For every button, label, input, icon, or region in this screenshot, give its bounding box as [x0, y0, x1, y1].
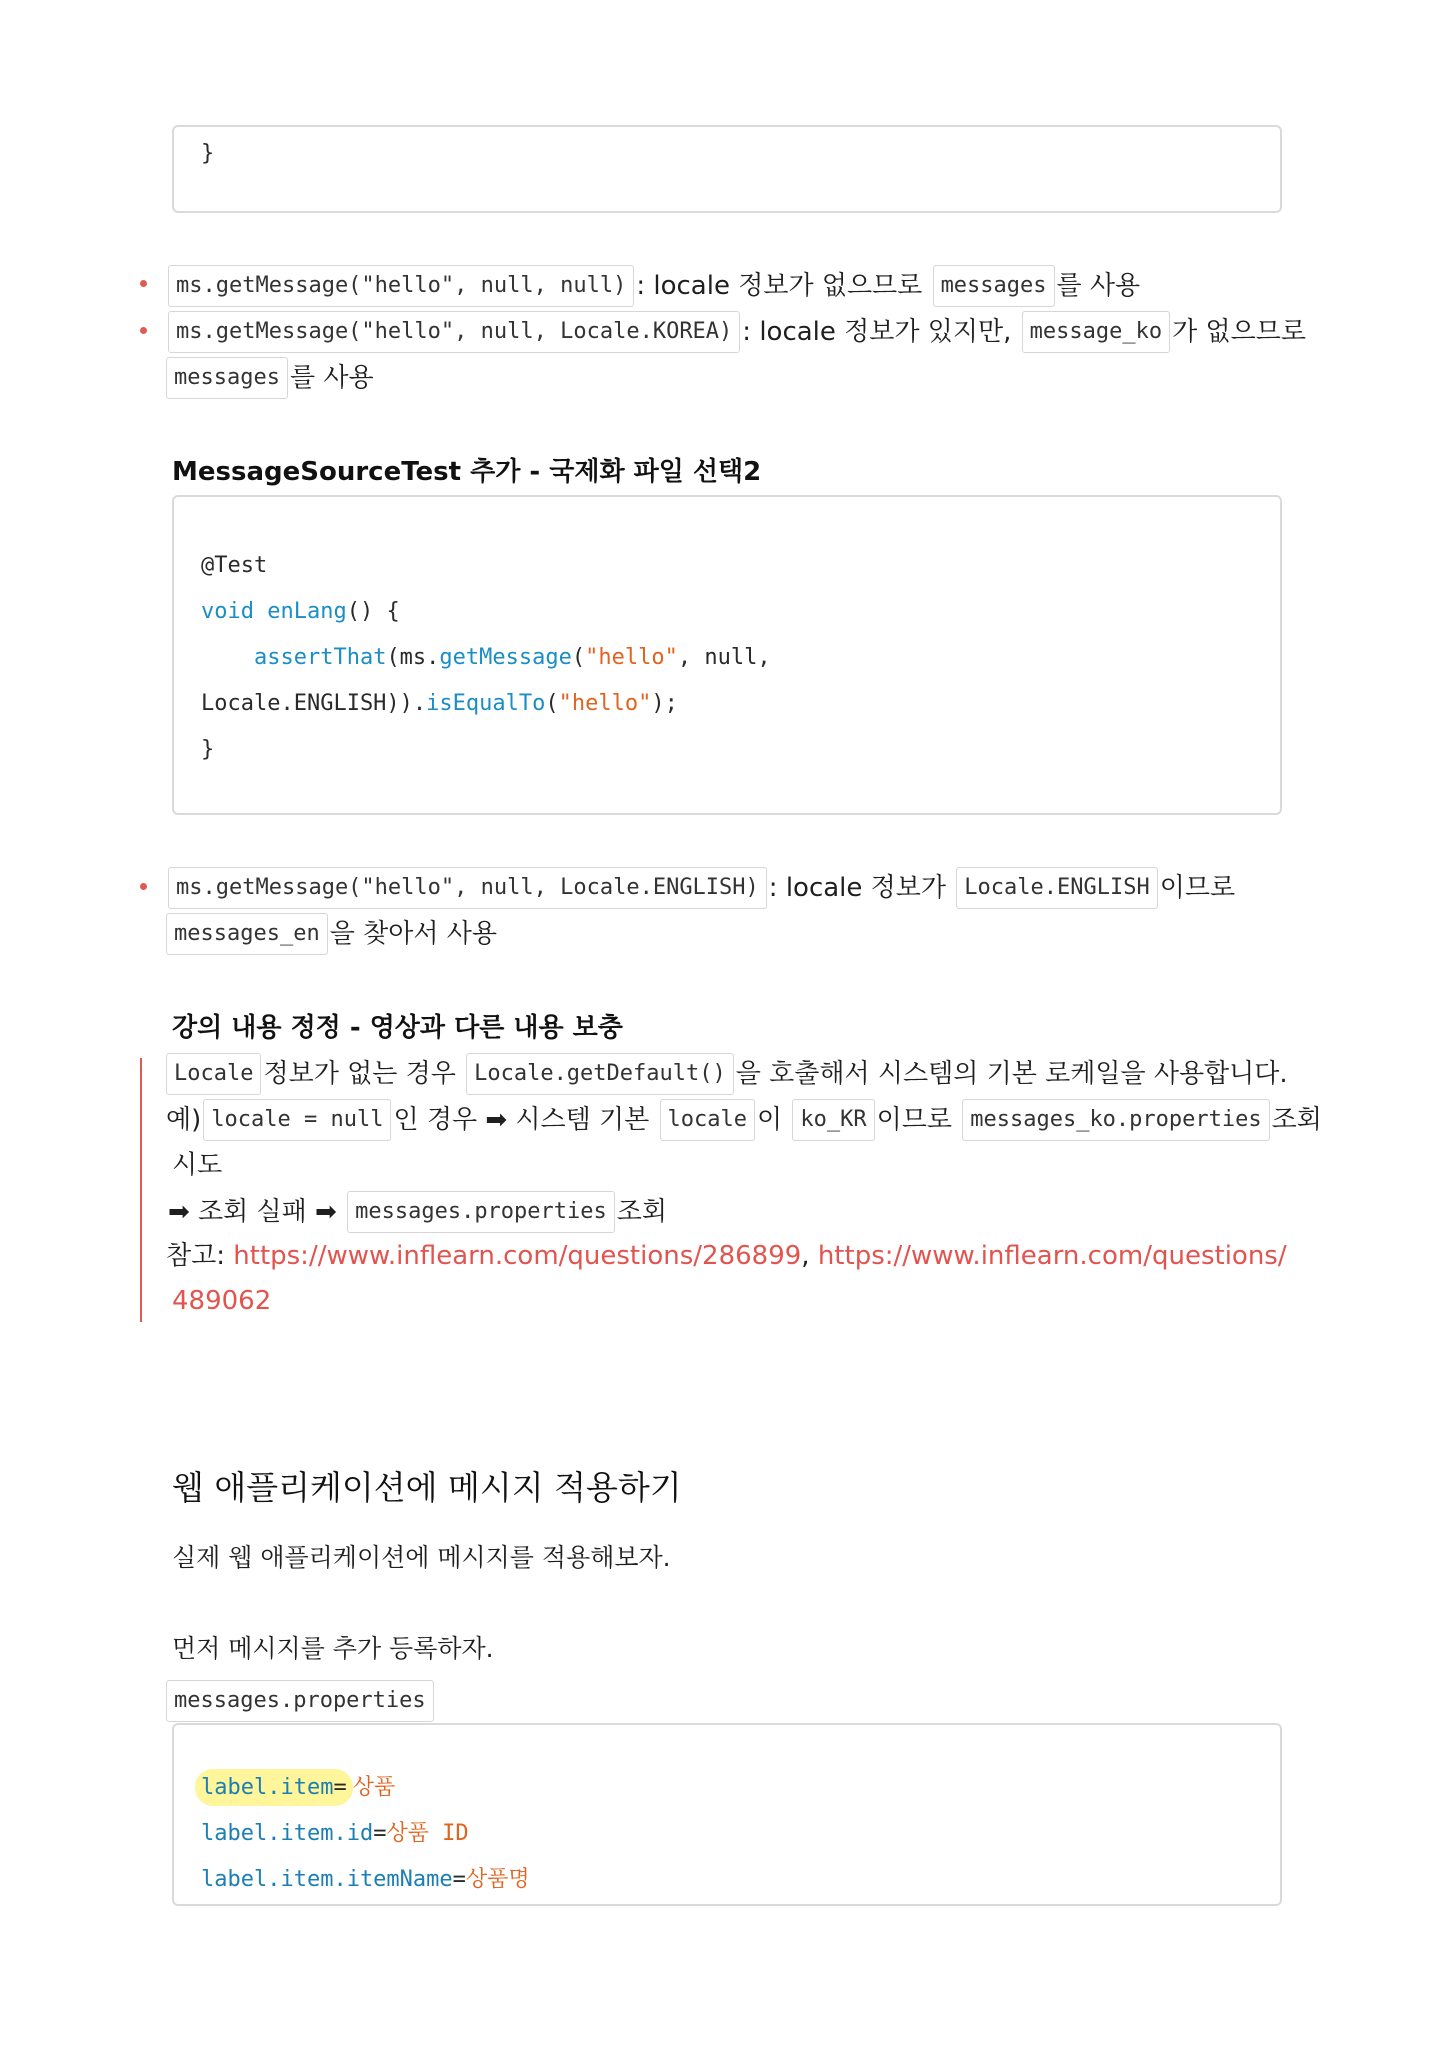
quote-text: 을 호출해서 시스템의 기본 로케일을 사용합니다. — [735, 1059, 1288, 1089]
inline-code: messages_en — [166, 913, 328, 955]
equals: = — [452, 1867, 466, 1892]
file-label-line — [164, 1680, 436, 1722]
function-name: isEqualTo — [426, 691, 546, 716]
code-text: Locale.ENGLISH)). — [201, 691, 427, 716]
code-line: Locale.ENGLISH)).isEqualTo("hello"); — [201, 691, 678, 716]
file-name: messages.properties — [166, 1680, 434, 1722]
separator-text: , — [801, 1241, 810, 1271]
quote-line — [172, 1148, 222, 1183]
code-line — [201, 597, 400, 627]
highlight — [195, 1769, 353, 1806]
reference-link-continuation[interactable]: 489062 — [172, 1286, 272, 1316]
code-block-test — [172, 495, 1282, 815]
quote-text: 조회 — [616, 1197, 668, 1227]
quote-text: ➡ 조회 실패 ➡ — [168, 1197, 337, 1227]
quote-text: 이므로 — [876, 1105, 952, 1135]
inline-code: Locale.getDefault() — [466, 1053, 734, 1095]
section-heading: 강의 내용 정정 - 영상과 다른 내용 보충 — [172, 1013, 623, 1043]
inline-code: messages — [166, 357, 288, 399]
equals: = — [333, 1775, 347, 1800]
code-line — [201, 643, 771, 673]
reference-link[interactable]: https://www.inflearn.com/questions/ — [817, 1241, 1287, 1271]
list-item-continuation — [164, 913, 497, 955]
quote-bar — [140, 1058, 142, 1322]
list-item — [166, 867, 1235, 909]
quote-text: 인 경우 ➡ 시스템 기본 — [393, 1105, 650, 1135]
paragraph: 실제 웹 애플리케이션에 메시지를 적용해보자. — [172, 1543, 671, 1572]
function-name: assertThat — [253, 645, 387, 670]
list-item-continuation — [164, 357, 374, 399]
list-text: 이므로 — [1159, 873, 1236, 903]
property-key: label.item.itemName — [201, 1867, 453, 1892]
code-line: } — [201, 141, 215, 166]
property-key: label.item.id — [201, 1821, 374, 1846]
list-text: 를 사용 — [289, 363, 374, 393]
bullet-dot — [140, 883, 147, 890]
method-name: enLang — [267, 599, 347, 624]
quote-line — [164, 1053, 1288, 1095]
property-value: 상품 ID — [386, 1821, 469, 1846]
paragraph: 먼저 메시지를 추가 등록하자. — [172, 1634, 494, 1663]
inline-code: ko_KR — [792, 1099, 874, 1141]
code-line — [201, 551, 267, 581]
list-item — [166, 265, 1140, 307]
bullet-dot — [140, 280, 147, 287]
list-text: 를 사용 — [1056, 271, 1141, 301]
code-block-top — [172, 125, 1282, 213]
property-line — [201, 1819, 469, 1849]
list-text: 가 없으므로 — [1172, 317, 1306, 347]
section-heading: MessageSourceTest 추가 - 국제화 파일 선택2 — [172, 457, 762, 487]
inline-code: messages.properties — [347, 1191, 615, 1233]
quote-text: 조회 — [1271, 1105, 1322, 1135]
list-text: : locale 정보가 없으므로 — [636, 271, 923, 301]
quote-text: 이 — [756, 1105, 783, 1135]
inline-code: messages — [933, 265, 1055, 307]
bullet-dot — [140, 327, 147, 334]
list-text: : locale 정보가 — [768, 873, 947, 903]
reference-link[interactable]: https://www.inflearn.com/questions/286899 — [233, 1241, 802, 1271]
list-text: : locale 정보가 있지만, — [742, 317, 1012, 347]
inline-code: messages_ko.properties — [962, 1099, 1269, 1141]
quote-line — [168, 1191, 667, 1233]
ref-label: 참고: — [166, 1241, 225, 1271]
property-line — [201, 1773, 395, 1803]
quote-text: 예) — [166, 1105, 202, 1135]
property-value: 상품명 — [465, 1867, 530, 1892]
annotation: @Test — [201, 553, 268, 578]
code-text: , null, — [677, 645, 771, 670]
list-item — [166, 311, 1306, 353]
code-block-properties — [172, 1723, 1282, 1906]
code-text: ( — [571, 645, 586, 670]
property-key: label.item — [201, 1775, 334, 1800]
quote-text: 정보가 없는 경우 — [263, 1059, 456, 1089]
property-value: 상품 — [352, 1775, 396, 1800]
code-text: ); — [651, 691, 678, 716]
inline-code: message_ko — [1022, 311, 1170, 353]
quote-text: 시도 — [172, 1150, 223, 1181]
code-text: (ms. — [386, 645, 440, 670]
section-title: 웹 애플리케이션에 메시지 적용하기 — [172, 1468, 682, 1507]
equals: = — [373, 1821, 387, 1846]
inline-code: Locale — [166, 1053, 261, 1095]
inline-code: locale — [660, 1099, 755, 1141]
inline-code: ms.getMessage("hello", null, Locale.KOREA) — [168, 311, 740, 353]
string-literal: "hello" — [585, 645, 678, 670]
function-name: getMessage — [439, 645, 572, 670]
inline-code: ms.getMessage("hello", null, Locale.ENGLISH) — [168, 867, 767, 909]
list-text: 을 찾아서 사용 — [329, 919, 497, 949]
keyword: void — [201, 599, 254, 624]
inline-code: locale = null — [203, 1099, 391, 1141]
quote-line — [172, 1284, 271, 1318]
inline-code: ms.getMessage("hello", null, null) — [168, 265, 634, 307]
quote-line — [166, 1099, 1322, 1141]
quote-line — [166, 1239, 1287, 1273]
code-text: () { — [346, 599, 400, 624]
string-literal: "hello" — [558, 691, 652, 716]
code-line: } — [201, 737, 215, 762]
inline-code: Locale.ENGLISH — [956, 867, 1157, 909]
property-line — [201, 1865, 530, 1895]
